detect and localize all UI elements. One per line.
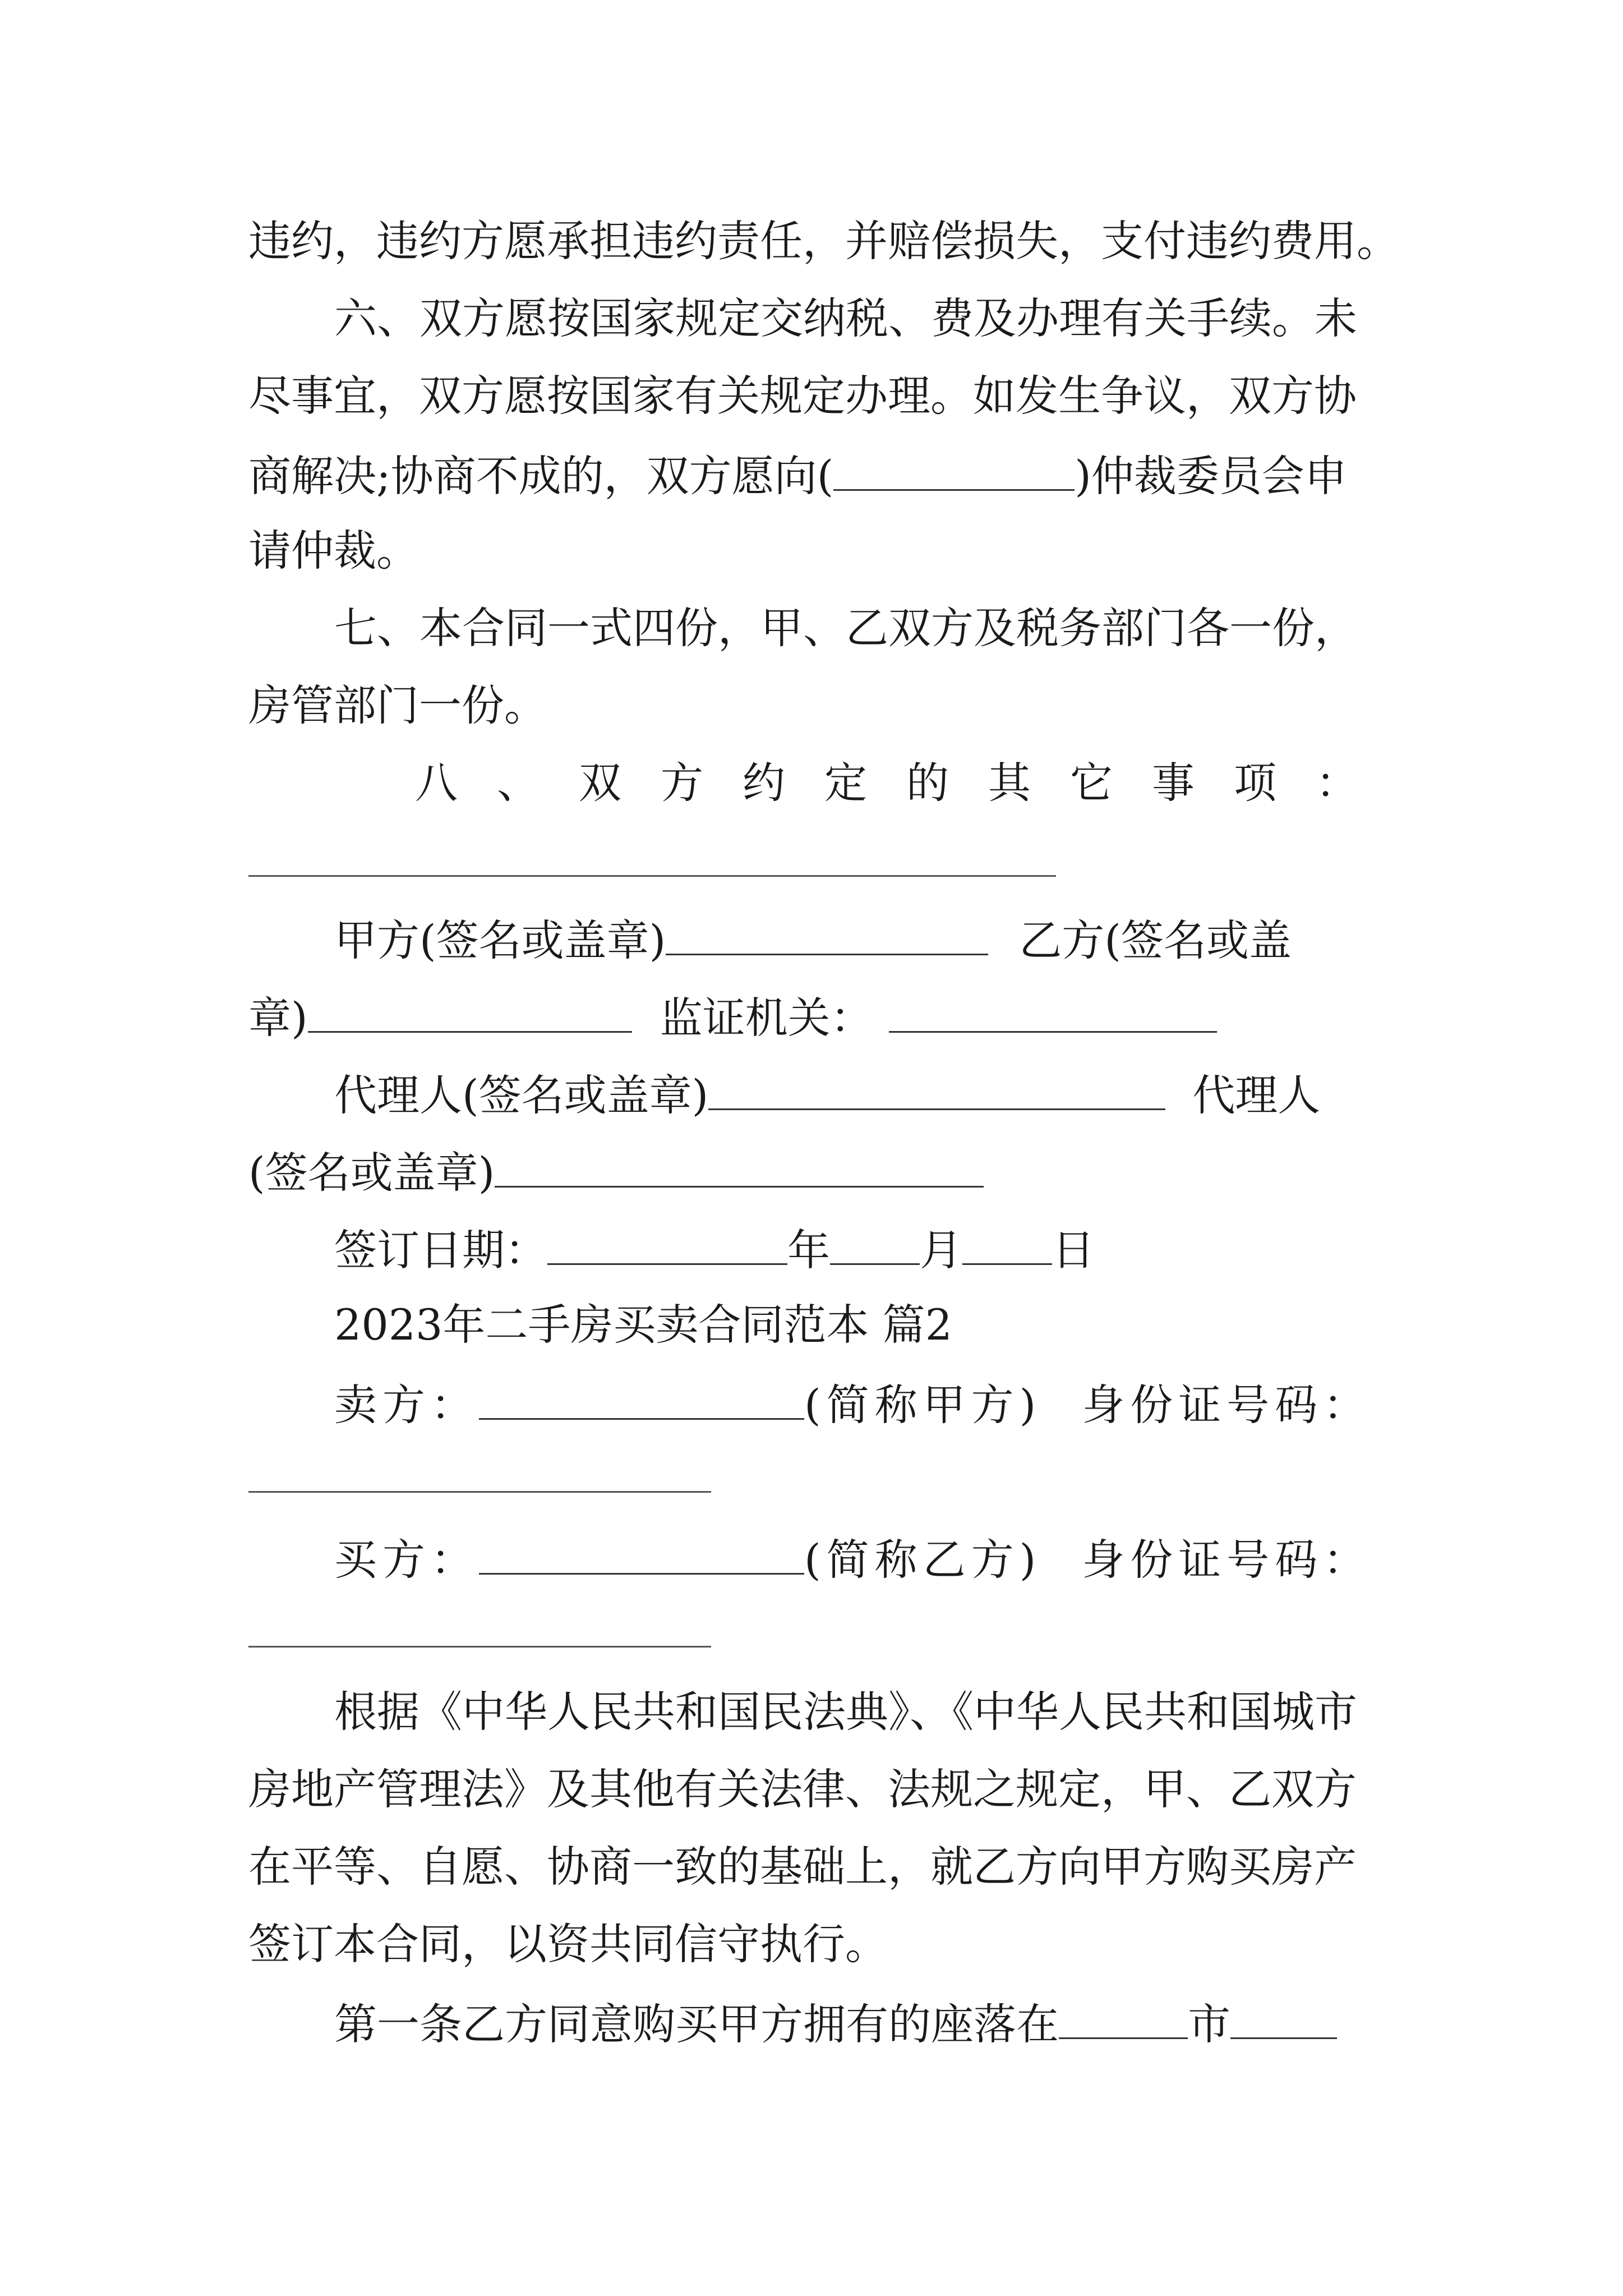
buyer-line: 买方： (简称乙方) 身份证号码： bbox=[334, 1535, 1372, 1585]
blank-line bbox=[248, 1646, 711, 1648]
paragraph-line: 商解决;协商不成的，双方愿向( )仲裁委员会申 bbox=[248, 451, 1347, 501]
paragraph-line: 尽事宜，双方愿按国家有关规定办理。如发生争议，双方协 bbox=[248, 371, 1357, 421]
blank-agent-a bbox=[708, 1071, 1165, 1110]
blank-year bbox=[547, 1226, 787, 1265]
paragraph-line: 签订本合同，以资共同信守执行。 bbox=[248, 1919, 888, 1969]
blank-line bbox=[248, 875, 1056, 877]
paragraph-line: 根据《中华人民共和国民法典》、《中华人民共和国城市 bbox=[334, 1687, 1357, 1737]
blank-seller bbox=[479, 1381, 804, 1420]
blank-day bbox=[962, 1226, 1052, 1265]
blank-city bbox=[1059, 2000, 1188, 2039]
paragraph-line: 房管部门一份。 bbox=[248, 680, 547, 730]
blank-district bbox=[1230, 2000, 1337, 2039]
paragraph-line: 六、双方愿按国家规定交纳税、费及办理有关手续。未 bbox=[334, 293, 1357, 343]
blank-line bbox=[248, 1491, 711, 1493]
paragraph-line: 请仲裁。 bbox=[248, 526, 419, 576]
signature-line: 代理人(签名或盖章) 代理人 bbox=[334, 1070, 1321, 1120]
paragraph-line: 在平等、自愿、协商一致的基础上，就乙方向甲方购买房产 bbox=[248, 1842, 1357, 1892]
blank-party-b bbox=[308, 994, 632, 1033]
paragraph-line: 违约，违约方愿承担违约责任，并赔偿损失，支付违约费用。 bbox=[248, 216, 1399, 266]
paragraph-line: 房地产管理法》及其他有关法律、法规之规定，甲、乙双方 bbox=[248, 1764, 1357, 1814]
blank-arbitration bbox=[833, 452, 1075, 491]
signature-line: (签名或盖章) bbox=[248, 1149, 984, 1194]
signature-line: 甲方(签名或盖章) 乙方(签名或盖 bbox=[334, 915, 1292, 965]
blank-month bbox=[830, 1226, 920, 1265]
seller-line: 卖方： (简称甲方) 身份证号码： bbox=[334, 1380, 1372, 1430]
other-matters-heading: 八、双方约定的其它事项： bbox=[415, 758, 1398, 808]
signature-line: 章) 监证机关： bbox=[248, 994, 1217, 1039]
blank-agent-b bbox=[495, 1149, 984, 1188]
blank-buyer bbox=[479, 1536, 804, 1575]
blank-party-a bbox=[666, 917, 988, 955]
date-line: 签订日期： 年 月 日 bbox=[334, 1225, 1095, 1275]
blank-supervisor bbox=[889, 994, 1217, 1033]
paragraph-line: 七、本合同一式四份，甲、乙双方及税务部门各一份， bbox=[334, 603, 1357, 653]
paragraph-line: 第一条乙方同意购买甲方拥有的座落在 市 bbox=[334, 2000, 1337, 2046]
section-title: 2023年二手房买卖合同范本 篇2 bbox=[334, 1300, 952, 1350]
